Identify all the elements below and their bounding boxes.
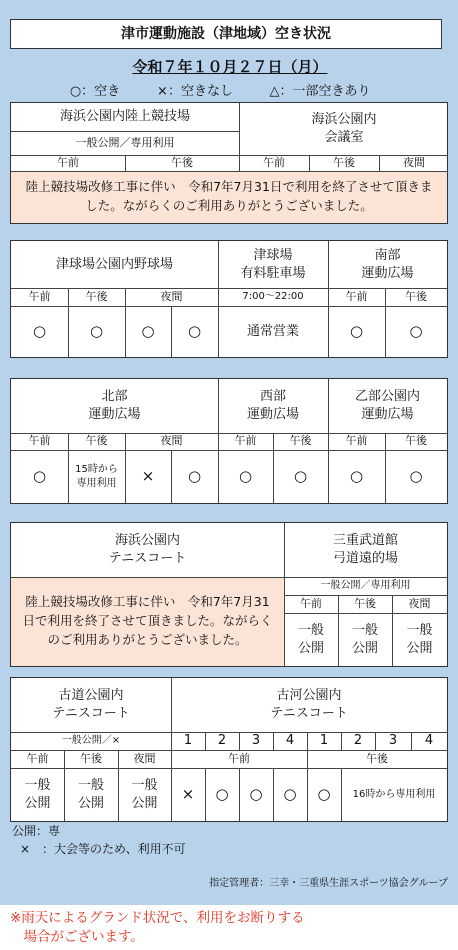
closure-notice: 陸上競技場改修工事に伴い 令和7年7月31日で利用を終了させて頂きました。ながらくのご利用ありがとうございました。 xyxy=(11,171,447,223)
facility-name: 古道公園内 テニスコート xyxy=(52,688,130,721)
status-cell: ○ xyxy=(238,467,253,486)
status-cell: 一般 公開 xyxy=(77,777,104,811)
column-header: 夜間 xyxy=(160,434,183,448)
status-cell: ○ xyxy=(89,322,104,341)
column-header: 午後 xyxy=(366,751,388,765)
section-5 xyxy=(10,677,448,822)
title-box xyxy=(10,19,442,49)
status-cell: ○ xyxy=(32,322,47,341)
column-header: 午後 xyxy=(171,155,193,169)
status-cell: 一般 公開 xyxy=(297,622,324,656)
column-header: 午前 xyxy=(345,434,368,448)
facility-name: 海浜公園内陸上競技場 xyxy=(59,109,190,125)
facility-name: 海浜公園内 会議室 xyxy=(311,112,377,145)
status-cell: 通常営業 xyxy=(246,323,299,339)
footnote-closed: × ：大会等のため、利用不可 xyxy=(20,841,186,856)
court-number: 4 xyxy=(424,733,434,749)
status-cell: ○ xyxy=(409,322,423,341)
column-header: 午前 xyxy=(57,155,79,169)
column-header: 午前 xyxy=(263,155,285,169)
status-cell: ○ xyxy=(32,467,47,486)
column-header: 午後 xyxy=(405,289,427,303)
column-header: 午前 xyxy=(234,434,257,448)
status-cell: ○ xyxy=(215,785,229,804)
status-cell: 一般 公開 xyxy=(131,777,158,811)
rain-notice: ※雨天によるグランド状況で、利用をお断りする 場合がございます。 xyxy=(10,910,305,945)
column-header: 夜間 xyxy=(133,751,156,765)
column-header: 午前 xyxy=(228,751,250,765)
status-cell: ○ xyxy=(141,322,155,341)
facility-name: 津球場公園内野球場 xyxy=(55,256,173,272)
usage-label: 一般公開／専用利用 xyxy=(320,580,411,592)
court-number: 1 xyxy=(319,733,329,749)
column-header: 午前 xyxy=(26,751,49,765)
court-number: 1 xyxy=(183,733,193,749)
column-header: 午前 xyxy=(28,289,51,303)
section-3 xyxy=(10,378,448,504)
section-1 xyxy=(10,102,448,224)
court-number: 2 xyxy=(353,733,363,749)
usage-label: 一般公開／× xyxy=(61,735,121,747)
legend-unavailable: ×：空きなし xyxy=(157,84,233,100)
footnote-public: 公開：専 xyxy=(12,823,61,838)
column-header: 午後 xyxy=(80,751,102,765)
status-cell: ○ xyxy=(409,467,423,486)
column-header: 7:00～22:00 xyxy=(242,291,304,303)
page-title: 津市運動施設（津地域）空き状況 xyxy=(121,25,331,42)
court-number: 3 xyxy=(388,733,398,749)
section-4 xyxy=(10,522,448,667)
status-cell: ○ xyxy=(349,322,364,341)
facility-name: 三重武道館 弓道遠的場 xyxy=(332,533,398,566)
status-cell: 16時から専用利用 xyxy=(352,788,436,800)
legend-available: ○：空き xyxy=(69,84,121,100)
status-cell: ○ xyxy=(187,467,202,486)
column-header: 夜間 xyxy=(160,289,183,303)
status-cell: ○ xyxy=(317,785,331,804)
closure-notice: 陸上競技場改修工事に伴い 令和7年7月31日で利用を終了させて頂きました。ながらくのご利用ありがとうございました。 xyxy=(11,577,284,666)
facility-name: 乙部公園内 運動広場 xyxy=(354,389,420,422)
facility-name: 津球場 有料駐車場 xyxy=(240,247,306,281)
status-cell: 15時から 専用利用 xyxy=(75,464,118,489)
status-cell: 一般 公開 xyxy=(24,777,51,811)
facility-name: 北部 運動広場 xyxy=(88,389,141,422)
column-header: 午後 xyxy=(333,155,355,169)
status-cell: 一般 公開 xyxy=(406,622,433,656)
column-header: 午前 xyxy=(345,289,368,303)
status-cell: ○ xyxy=(283,785,297,804)
facility-name: 古河公園内 テニスコート xyxy=(270,688,348,721)
section-2 xyxy=(10,240,448,358)
status-cell: ○ xyxy=(349,467,364,486)
column-header: 午前 xyxy=(300,596,322,610)
status-cell: 一般 公開 xyxy=(351,622,378,656)
column-header: 午前 xyxy=(28,434,51,448)
status-cell: ○ xyxy=(187,322,202,341)
legend-partial: △：一部空きあり xyxy=(269,84,371,100)
column-header: 午後 xyxy=(289,434,312,448)
status-cell: × xyxy=(181,785,195,804)
facility-name: 南部 運動広場 xyxy=(361,247,414,281)
column-header: 夜間 xyxy=(403,155,425,169)
court-number: 3 xyxy=(251,733,261,749)
status-cell: × xyxy=(141,467,155,486)
column-header: 夜間 xyxy=(408,596,431,610)
court-number: 2 xyxy=(217,733,227,749)
facility-name: 西部 運動広場 xyxy=(246,389,299,422)
manager-label: 指定管理者：三幸・三重県生涯スポーツ協会グループ xyxy=(209,878,448,890)
column-header: 午後 xyxy=(85,434,108,448)
status-cell: ○ xyxy=(293,467,308,486)
column-header: 午後 xyxy=(405,434,427,448)
usage-label: 一般公開／専用利用 xyxy=(75,135,175,149)
status-cell: ○ xyxy=(249,785,263,804)
column-header: 午後 xyxy=(354,596,376,610)
facility-name: 海浜公園内 テニスコート xyxy=(108,533,187,566)
column-header: 午後 xyxy=(85,289,108,303)
date-label: 令和７年１０月２７日（月） xyxy=(132,57,328,76)
court-number: 4 xyxy=(285,733,295,749)
